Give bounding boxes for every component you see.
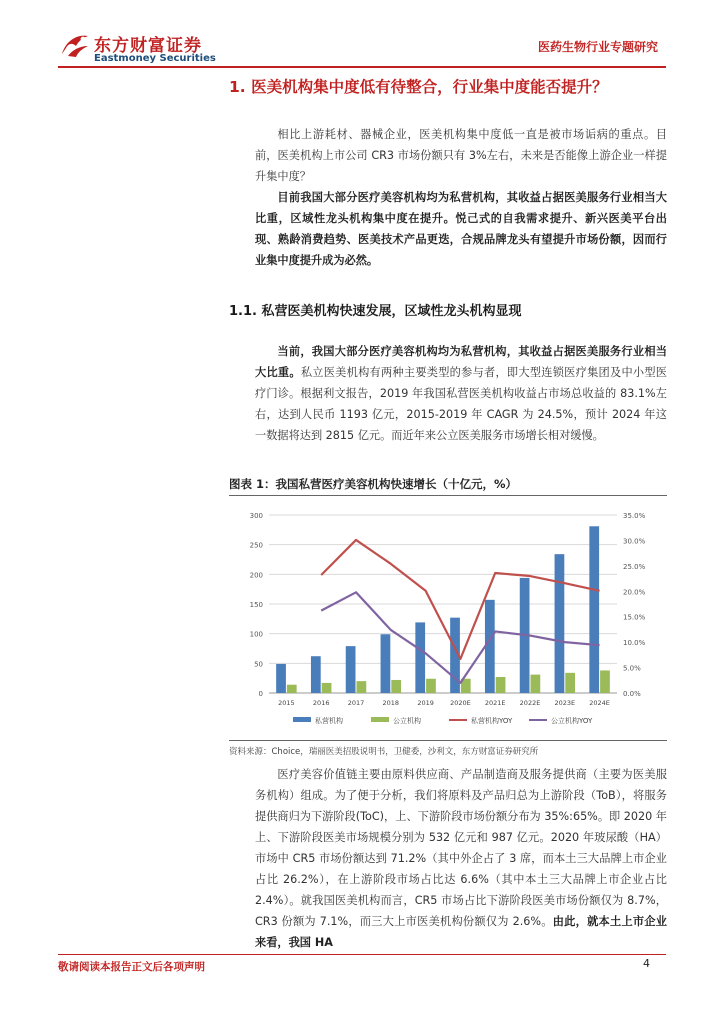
bar-private bbox=[346, 646, 356, 693]
bar-public bbox=[287, 685, 297, 693]
bar-public bbox=[600, 670, 610, 693]
figure-bottom-rule bbox=[229, 740, 667, 741]
legend-label: 公立机构YOY bbox=[551, 717, 593, 725]
left-axis-tick-label: 100 bbox=[249, 630, 263, 639]
legend-label: 私营机构YOY bbox=[471, 717, 513, 725]
x-axis-tick-label: 2023E bbox=[554, 699, 576, 707]
bar-public bbox=[357, 681, 367, 693]
figure-source: 资料来源：Choice，瑞丽医美招股说明书，卫健委，沙利文，东方财富证券研究所 bbox=[229, 747, 539, 757]
bar-public bbox=[565, 673, 575, 693]
right-axis-tick-label: 30.0% bbox=[623, 537, 646, 546]
section-1-heading: 1. 医美机构集中度低有待整合，行业集中度能否提升？ bbox=[229, 78, 608, 96]
section-1-1-paragraph bbox=[255, 341, 667, 446]
x-axis-tick-label: 2019 bbox=[417, 699, 434, 707]
section-1-paragraph-1: 相比上游耗材、器械企业，医美机构集中度低一直是被市场诟病的重点。目前，医美机构上市公司 CR3 市场份额只有 3%左右，未来是否能像上游企业一样提升集中度？ bbox=[255, 128, 667, 183]
legend-label: 私营机构 bbox=[315, 717, 343, 725]
figure-top-rule bbox=[229, 495, 667, 496]
right-axis-tick-label: 10.0% bbox=[623, 639, 646, 648]
bar-private bbox=[381, 634, 391, 693]
x-axis-tick-label: 2024E bbox=[589, 699, 610, 707]
bar-public bbox=[391, 680, 401, 693]
right-axis-tick-label: 15.0% bbox=[623, 613, 646, 622]
right-axis-tick-label: 20.0% bbox=[623, 588, 646, 597]
left-axis-tick-label: 50 bbox=[254, 660, 263, 669]
left-axis-tick-label: 300 bbox=[249, 512, 263, 520]
bar-public bbox=[496, 677, 506, 693]
legend-swatch bbox=[293, 717, 311, 722]
footer-disclaimer: 敬请阅读本报告正文后各项声明 bbox=[58, 961, 205, 973]
bar-private bbox=[555, 554, 565, 693]
page-header bbox=[0, 0, 724, 70]
bar-private bbox=[276, 664, 286, 693]
section-1-1-heading: 1.1. 私营医美机构快速发展，区域性龙头机构显现 bbox=[229, 304, 522, 319]
page-number: 4 bbox=[643, 957, 650, 970]
bar-public bbox=[322, 683, 332, 693]
report-type: 医药生物行业专题研究 bbox=[537, 40, 658, 54]
bar-private bbox=[415, 622, 425, 693]
header-divider bbox=[58, 66, 666, 68]
legend-label: 公立机构 bbox=[393, 717, 421, 725]
logo-text-en: Eastmoney Securities bbox=[94, 53, 216, 64]
x-axis-tick-label: 2021E bbox=[484, 699, 506, 707]
value-chain-paragraph-tail: 由此，就本土上市企业来看，我国 HA bbox=[255, 915, 667, 949]
right-axis-tick-label: 0.0% bbox=[623, 690, 641, 698]
section-1-1-paragraph-body: 私立医美机构有两种主要类型的参与者，即大型连锁医疗集团及中小型医疗门诊。根据利文报告，2019 年我国私营医美机构收益占市场总收益的 83.1%左右，达到人民币 1193 亿元，2015-2019 年 CAGR 为 24.5%，预计 2024 年这一数据将达到 2815 亿元。而近年来公立医美服务市场增长相对缓慢。 bbox=[255, 366, 667, 442]
x-axis-tick-label: 2022E bbox=[519, 699, 541, 707]
right-axis-tick-label: 25.0% bbox=[623, 562, 646, 571]
x-axis-tick-label: 2020E bbox=[450, 699, 471, 707]
left-axis-tick-label: 0 bbox=[258, 690, 263, 698]
section-1-1-paragraph-lead: 当前，我国大部分医疗美容机构均为私营机构，其收益占据医美服务行业相当大比重。 bbox=[255, 345, 667, 379]
eastmoney-logo-icon bbox=[58, 30, 92, 60]
section-1-paragraph-2: 目前我国大部分医疗美容机构均为私营机构，其收益占据医美服务行业相当大比重，区域性龙头机构集中度在提升。悦己式的自我需求提升、新兴医美平台出现、熟龄消费趋势、医美技术产品更迭，合规品牌龙头有望提升市场份额，因而行业集中度提升成为必然。 bbox=[255, 191, 667, 267]
left-axis-tick-label: 200 bbox=[249, 571, 263, 580]
logo-text-cn: 东方财富证券 bbox=[94, 36, 202, 56]
bar-private bbox=[311, 656, 321, 693]
footer-divider bbox=[58, 954, 666, 955]
left-axis-tick-label: 250 bbox=[249, 541, 263, 550]
value-chain-paragraph-body: 医疗美容价值链主要由原料供应商、产品制造商及服务提供商（主要为医美服务机构）组成。为了便于分析，我们将原料及产品归总为上游阶段（ToB），将服务提供商归为下游阶段(ToC)，上、下游阶段市场份额分布为 35%:65%。即 2020 年上、下游阶段医美市场规模分别为 532 亿元和 987 亿元。2020 年玻尿酸（HA）市场中 CR5 市场份额达到 71.2%（其中外企占了 3 席，而本土三大品牌上市企业占比 26.2%），在上游阶段市场占比达 6.6%（其中本土三大品牌上市企业占比 2.4%）。就我国医美机构而言，CR5 市场占比下游阶段医美市场份额仅为 8.7%，CR3 份额为 7.1%，而三大上市医美机构份额仅为 2.6%。 bbox=[255, 768, 667, 928]
figure-title: 图表 1：我国私营医疗美容机构快速增长（十亿元，%） bbox=[229, 477, 518, 491]
x-axis-tick-label: 2015 bbox=[278, 699, 295, 707]
growth-chart bbox=[229, 498, 667, 738]
x-axis-tick-label: 2018 bbox=[382, 699, 400, 707]
right-axis-tick-label: 35.0% bbox=[623, 512, 646, 520]
bar-private bbox=[485, 600, 495, 693]
legend-swatch bbox=[371, 717, 389, 722]
value-chain-paragraph bbox=[255, 764, 667, 953]
bar-public bbox=[531, 675, 541, 693]
x-axis-tick-label: 2016 bbox=[312, 699, 330, 707]
bar-private bbox=[589, 526, 599, 693]
left-axis-tick-label: 150 bbox=[249, 601, 263, 609]
right-axis-tick-label: 5.0% bbox=[623, 664, 641, 673]
bar-public bbox=[426, 679, 436, 693]
x-axis-tick-label: 2017 bbox=[347, 699, 365, 707]
